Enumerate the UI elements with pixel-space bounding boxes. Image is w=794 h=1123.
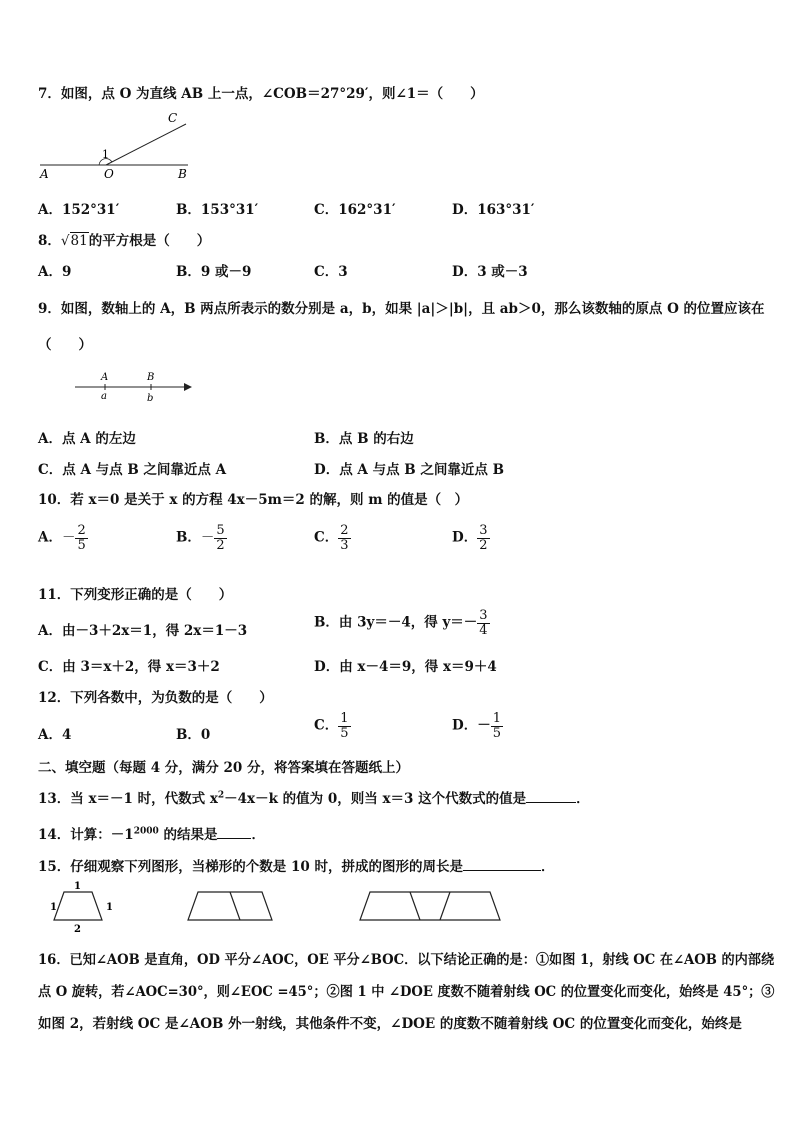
q12-option-a: A．4 bbox=[38, 727, 72, 743]
q13-end: ． bbox=[576, 791, 590, 807]
q10-option-a-label: A． bbox=[38, 529, 62, 546]
q10-option-b-sign: － bbox=[200, 529, 215, 546]
q7-label-b: B bbox=[178, 167, 187, 181]
q10-stem: 10．若 x＝0 是关于 x 的方程 4x－5m＝2 的解，则 m 的值是（ ） bbox=[38, 492, 469, 508]
q10-option-d-label: D． bbox=[452, 529, 478, 546]
q13-stem bbox=[38, 787, 590, 807]
numerator: 3 bbox=[479, 608, 488, 623]
denominator: 5 bbox=[77, 537, 86, 553]
fraction bbox=[75, 524, 87, 552]
q14-text-post: 的结果是 bbox=[158, 827, 218, 843]
q8-option-a: A．9 bbox=[38, 264, 72, 280]
denominator: 5 bbox=[340, 725, 349, 741]
numerator: 3 bbox=[479, 523, 488, 538]
q8-tail: 的平方根是（ ） bbox=[88, 233, 211, 249]
numerator: 1 bbox=[340, 711, 349, 726]
q11-option-c: C．由 3＝x＋2，得 x＝3＋2 bbox=[38, 659, 220, 675]
q12-option-c-label: C． bbox=[314, 717, 339, 734]
fraction bbox=[214, 524, 226, 552]
denominator: 5 bbox=[492, 725, 501, 741]
fraction bbox=[477, 609, 489, 637]
q12-option-d bbox=[452, 712, 503, 740]
answer-blank[interactable] bbox=[463, 856, 541, 871]
q10-option-a bbox=[38, 524, 88, 552]
q9-stem: 9．如图，数轴上的 A，B 两点所表示的数分别是 a，b，如果 |a|＞|b|，且 ab＞0，那么该数轴的原点 O 的位置应该在 bbox=[38, 301, 765, 317]
q13-text-pre: 13．当 x＝－1 时，代数式 x bbox=[38, 791, 218, 807]
numerator: 1 bbox=[492, 711, 501, 726]
q7-option-b: B．153°31′ bbox=[176, 202, 259, 218]
q9-option-c: C．点 A 与点 B 之间靠近点 A bbox=[38, 462, 227, 478]
trapezoid-2 bbox=[188, 892, 272, 920]
q10-option-b-label: B． bbox=[176, 529, 201, 546]
sqrt-symbol: √81 bbox=[60, 233, 88, 249]
q7-label-1: 1 bbox=[102, 148, 109, 161]
q15-label-top: 1 bbox=[74, 881, 81, 892]
q8-number: 8． bbox=[38, 233, 61, 249]
denominator: 3 bbox=[340, 537, 349, 553]
q15-trapezoid-figures bbox=[36, 880, 506, 936]
q8-radicand: 81 bbox=[70, 233, 88, 249]
q15-label-bottom: 2 bbox=[74, 924, 81, 935]
q7-label-c: C bbox=[168, 111, 178, 125]
denominator: 4 bbox=[479, 622, 488, 638]
q12-option-c bbox=[314, 712, 351, 740]
q15-end: ． bbox=[540, 859, 555, 875]
q9-label-a-lower: a bbox=[101, 391, 107, 402]
q10-option-a-sign: － bbox=[61, 529, 76, 546]
q9-label-b-lower: b bbox=[147, 393, 154, 404]
q9-option-d: D．点 A 与点 B 之间靠近点 B bbox=[314, 462, 505, 478]
q14-text-pre: 14．计算：－1 bbox=[38, 827, 134, 843]
q7-option-c: C．162°31′ bbox=[314, 202, 396, 218]
q11-option-b bbox=[314, 609, 490, 637]
q7-option-a: A．152°31′ bbox=[38, 202, 120, 218]
q14-stem bbox=[38, 823, 265, 843]
fraction bbox=[338, 524, 350, 552]
numerator: 2 bbox=[340, 523, 349, 538]
q9-label-a-upper: A bbox=[101, 372, 109, 383]
fraction bbox=[477, 524, 489, 552]
q14-superscript: 2000 bbox=[133, 826, 159, 837]
q9-paren: （ ） bbox=[38, 337, 92, 353]
q10-option-c-label: C． bbox=[314, 529, 339, 546]
trapezoid-3 bbox=[360, 892, 500, 920]
q12-stem: 12．下列各数中，为负数的是（ ） bbox=[38, 690, 273, 706]
q11-option-d: D．由 x－4＝9，得 x＝9＋4 bbox=[314, 659, 497, 675]
numerator: 2 bbox=[77, 523, 86, 538]
trapezoid-1 bbox=[54, 892, 102, 920]
q8-option-c: C．3 bbox=[314, 264, 348, 280]
q11-stem: 11．下列变形正确的是（ ） bbox=[38, 587, 233, 603]
q16-line-3: 如图 2，若射线 OC 是∠AOB 外一射线，其他条件不变，∠DOE 的度数不随着射线 OC 的位置变化而变化，始终是 bbox=[38, 1016, 742, 1032]
q10-option-d bbox=[452, 524, 490, 552]
q13-superscript: 2 bbox=[217, 790, 225, 801]
q10-option-c bbox=[314, 524, 351, 552]
q9-label-b-upper: B bbox=[147, 372, 155, 383]
q8-option-d: D．3 或－3 bbox=[452, 264, 528, 280]
q11-option-b-text: B．由 3y＝－4，得 y＝－ bbox=[314, 614, 478, 631]
answer-blank[interactable] bbox=[217, 824, 251, 839]
q11-option-a: A．由－3＋2x＝1，得 2x＝1－3 bbox=[38, 623, 248, 639]
denominator: 2 bbox=[216, 537, 225, 553]
numerator: 5 bbox=[216, 523, 225, 538]
denominator: 2 bbox=[479, 537, 488, 553]
q9-option-b: B．点 B 的右边 bbox=[314, 431, 414, 447]
q15-label-right: 1 bbox=[106, 902, 113, 913]
section-heading-fill-in: 二、填空题（每题 4 分，满分 20 分，将答案填在答题纸上） bbox=[38, 760, 409, 776]
q8-stem bbox=[38, 229, 210, 249]
q10-option-b bbox=[176, 524, 227, 552]
q7-figure bbox=[36, 110, 196, 182]
q14-end: ． bbox=[251, 827, 265, 843]
q7-option-d: D．163°31′ bbox=[452, 202, 535, 218]
q7-stem: 7．如图，点 O 为直线 AB 上一点，∠COB＝27°29′，则∠1＝（ ） bbox=[38, 86, 484, 102]
q13-text-post: －4x－k 的值为 0，则当 x＝3 这个代数式的值是 bbox=[224, 791, 527, 807]
q15-label-left: 1 bbox=[50, 902, 57, 913]
fraction bbox=[338, 712, 350, 740]
q9-number-line bbox=[70, 368, 195, 404]
q16-line-1: 16．已知∠AOB 是直角，OD 平分∠AOC，OE 平分∠BOC．以下结论正确的是：①如图 1，射线 OC 在∠AOB 的内部绕 bbox=[38, 952, 775, 968]
q16-line-2: 点 O 旋转，若∠AOC=30°，则∠EOC =45°；②图 1 中 ∠DOE 度数不随着射线 OC 的位置变化而变化，始终是 45°；③ bbox=[38, 984, 775, 1000]
answer-blank[interactable] bbox=[526, 788, 576, 803]
q7-label-a: A bbox=[40, 167, 49, 181]
q12-option-d-label: D．－ bbox=[452, 717, 491, 734]
q7-label-o: O bbox=[104, 167, 114, 181]
q15-text: 15．仔细观察下列图形，当梯形的个数是 10 时，拼成的图形的周长是 bbox=[38, 859, 463, 875]
q12-option-b: B．0 bbox=[176, 727, 211, 743]
fraction bbox=[491, 712, 503, 740]
q9-option-a: A．点 A 的左边 bbox=[38, 431, 136, 447]
q15-stem bbox=[38, 855, 554, 875]
q8-option-b: B．9 或－9 bbox=[176, 264, 252, 280]
